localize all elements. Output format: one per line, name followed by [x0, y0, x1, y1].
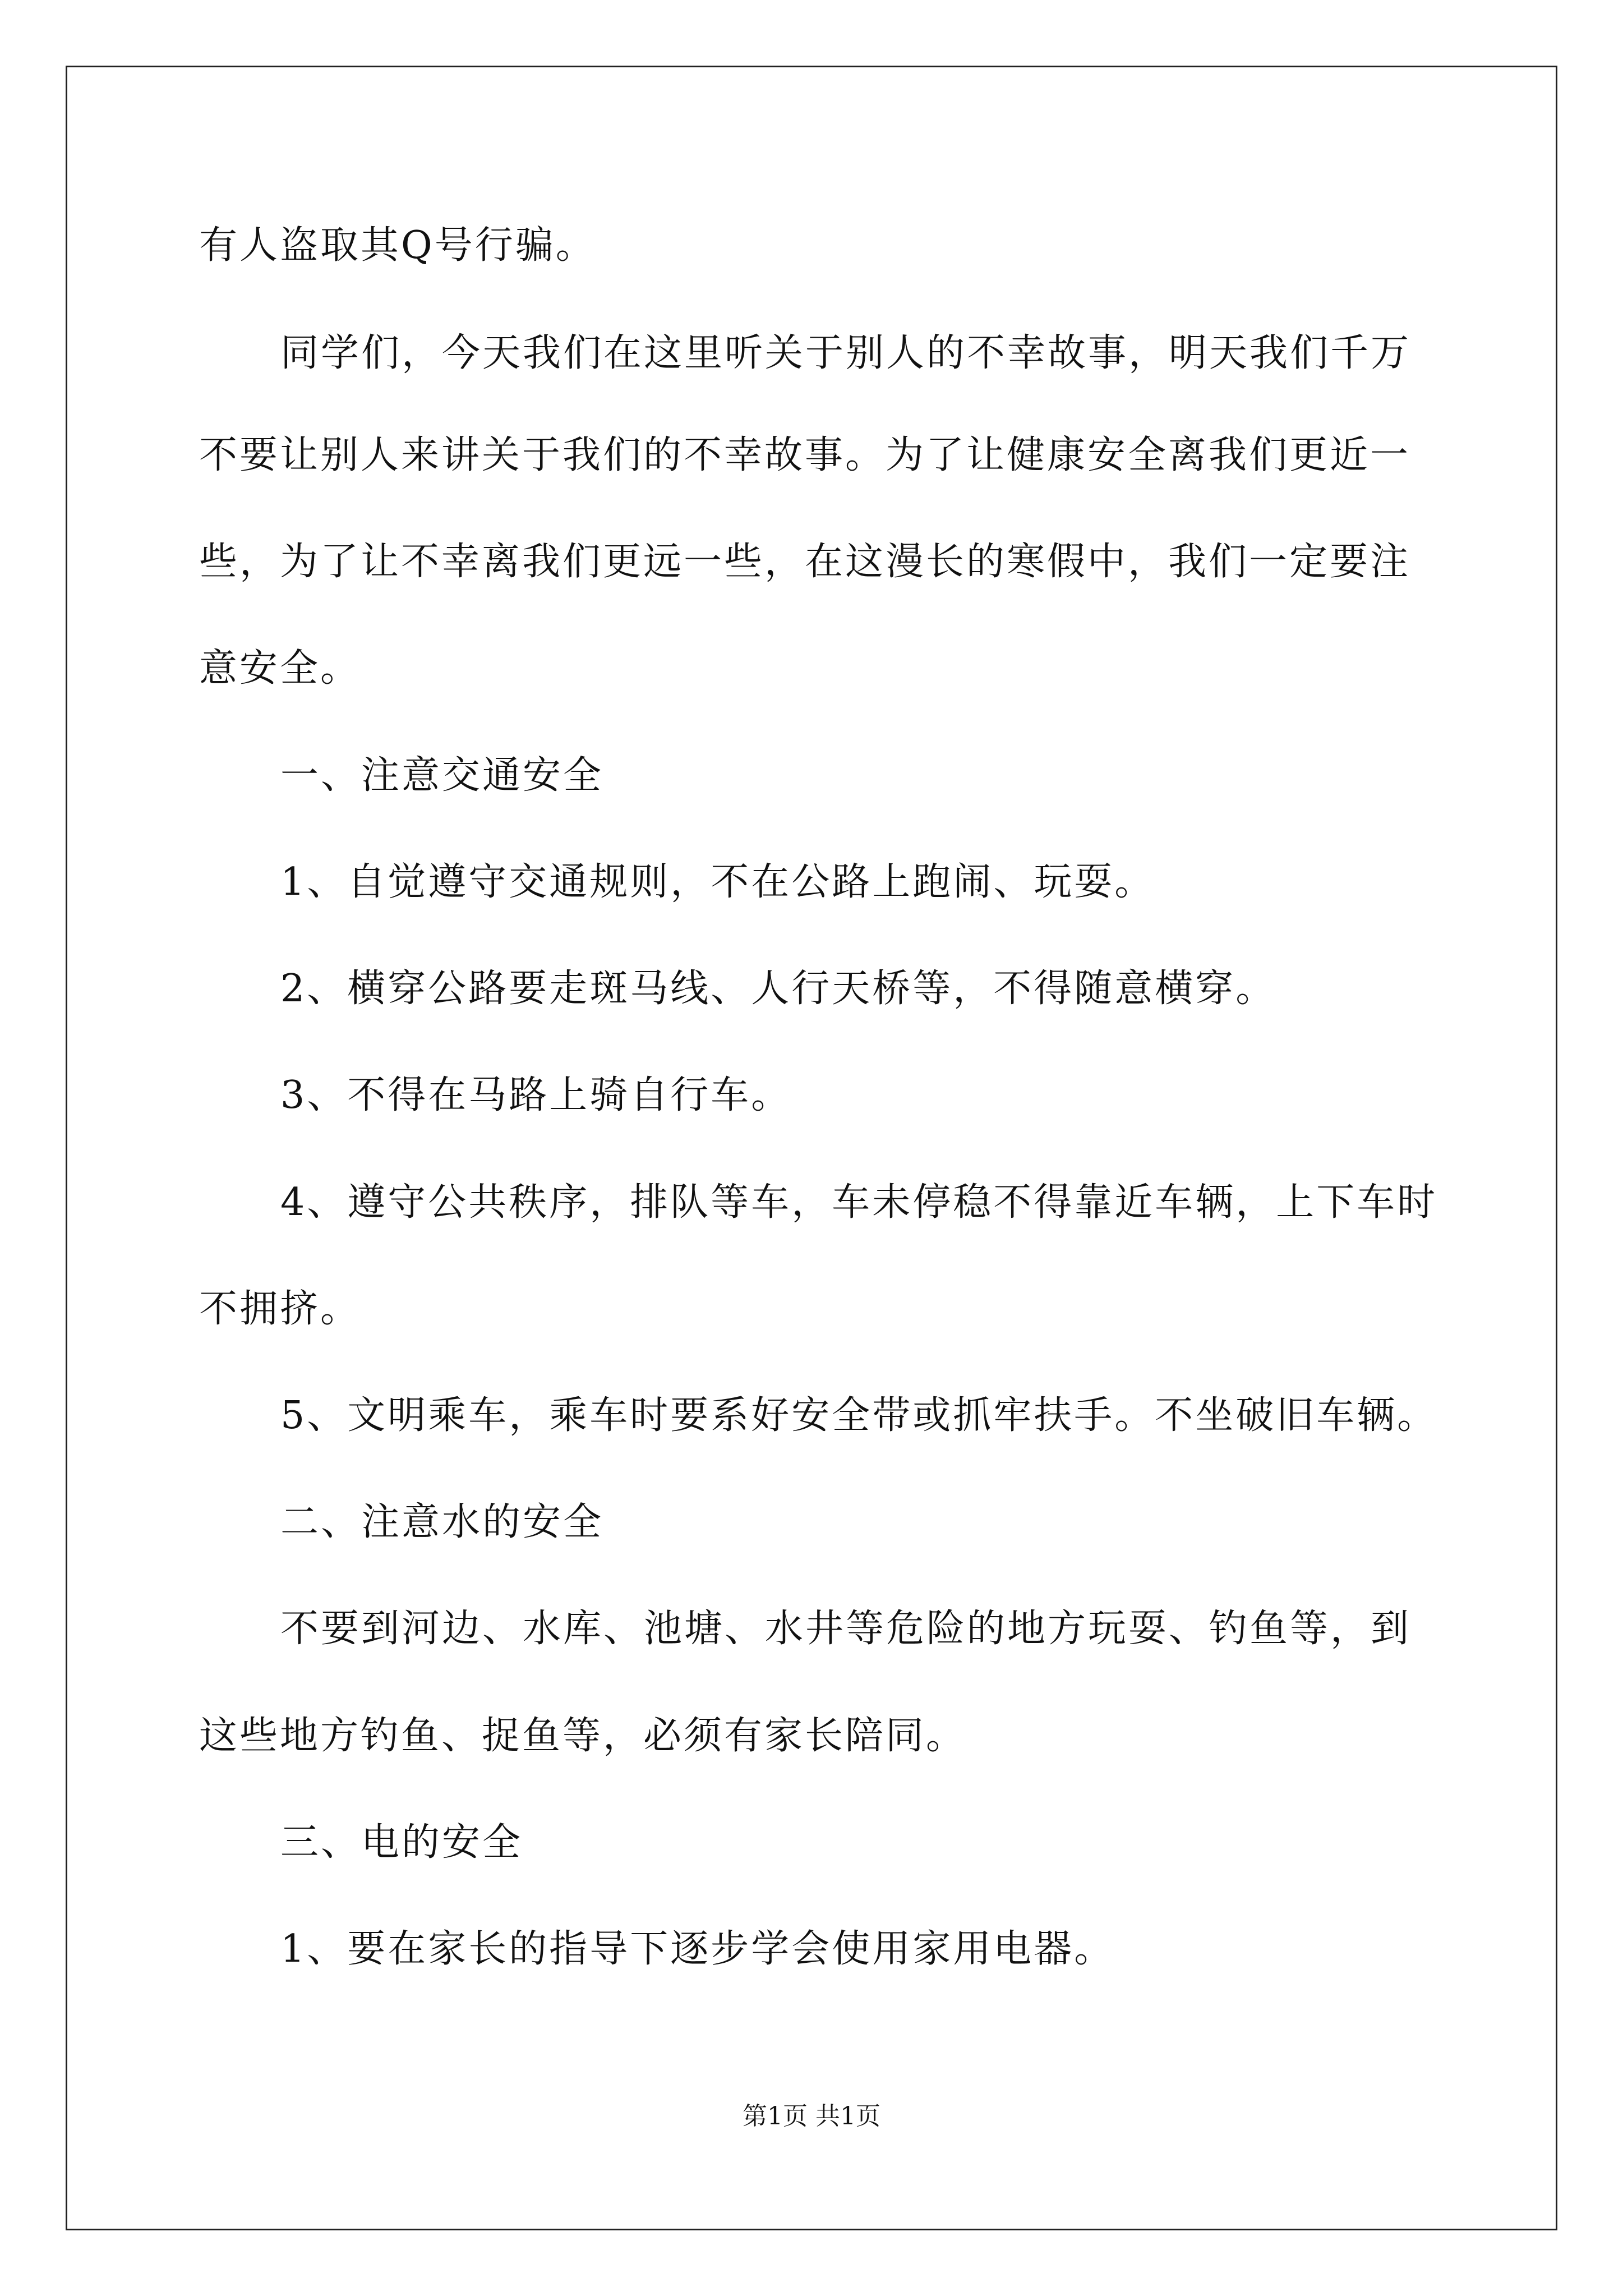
list-item: 3、不得在马路上骑自行车。 [280, 1073, 792, 1117]
body-line: 有人盗取其Q号行骗。 [199, 223, 596, 268]
section-heading: 二、注意水的安全 [280, 1500, 604, 1544]
body-line: 这些地方钓鱼、捉鱼等，必须有家长陪同。 [199, 1714, 967, 1758]
body-line: 同学们，今天我们在这里听关于别人的不幸故事，明天我们千万 [280, 331, 1412, 375]
list-item: 1、要在家长的指导下逐步学会使用家用电器。 [280, 1927, 1115, 1971]
list-item: 5、文明乘车，乘车时要系好安全带或抓牢扶手。不坐破旧车辆。 [280, 1393, 1438, 1438]
list-item: 2、横穿公路要走斑马线、人行天桥等，不得随意横穿。 [280, 967, 1276, 1011]
body-line: 不要到河边、水库、池塘、水井等危险的地方玩耍、钓鱼等，到 [280, 1607, 1412, 1651]
body-line: 意安全。 [199, 646, 361, 691]
page-number-footer: 第1页 共1页 [743, 2102, 880, 2131]
page-border [66, 66, 1557, 2230]
body-line: 不要让别人来讲关于我们的不幸故事。为了让健康安全离我们更近一 [199, 433, 1411, 477]
section-heading: 三、电的安全 [280, 1820, 523, 1865]
section-heading: 一、注意交通安全 [280, 753, 604, 798]
body-line: 些，为了让不幸离我们更远一些，在这漫长的寒假中，我们一定要注 [199, 540, 1411, 584]
list-item: 4、遵守公共秩序，排队等车，车未停稳不得靠近车辆，上下车时 [280, 1180, 1438, 1225]
list-item-continuation: 不拥挤。 [199, 1287, 361, 1331]
list-item: 1、自觉遵守交通规则，不在公路上跑闹、玩耍。 [280, 860, 1155, 904]
